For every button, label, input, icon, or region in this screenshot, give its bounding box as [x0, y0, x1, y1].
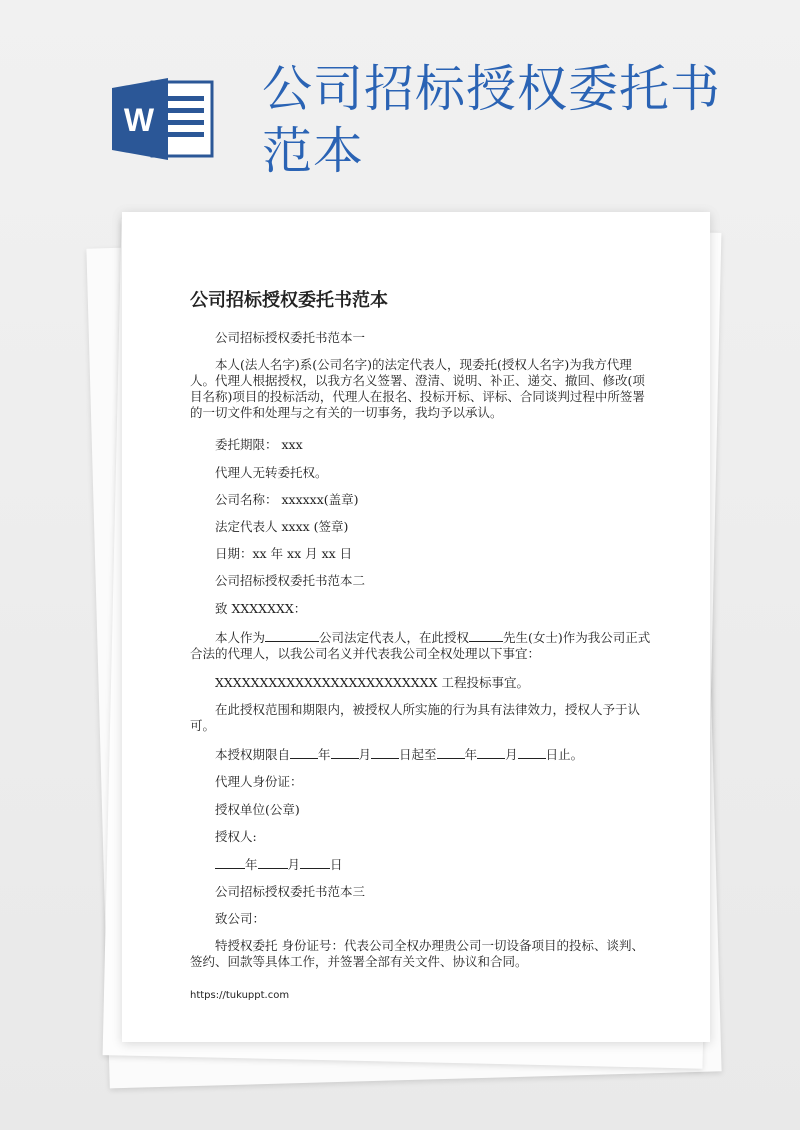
paragraph-legal-effect: 在此授权范围和期限内，被授权人所实施的行为具有法律效力，授权人予于认可。: [190, 702, 641, 733]
text-segment: 日: [330, 857, 343, 872]
blank-underline: [437, 746, 465, 759]
text-segment: 年: [245, 857, 258, 872]
line-entrust-period: 委托期限： xxx: [215, 437, 303, 452]
section-heading-2: 公司招标授权委托书范本二: [215, 573, 366, 588]
text-segment: 日止。: [545, 747, 584, 762]
line-legal-representative: 法定代表人 xxxx (签章): [215, 519, 349, 534]
blank-underline: [258, 856, 288, 869]
line-signature-date: [190, 856, 680, 873]
line-addressee: 致 XXXXXXX：: [215, 601, 307, 616]
text-segment: 公司法定代表人，在此授权: [319, 630, 470, 645]
line-addressee-3: 致公司：: [215, 911, 266, 926]
text-segment: 月: [287, 857, 301, 872]
word-logo-letter: W: [123, 102, 155, 138]
line-project-matter: XXXXXXXXXXXXXXXXXXXXXXXXX 工程投标事宜。: [215, 675, 529, 690]
blank-underline: [371, 746, 399, 759]
document-page: [122, 212, 710, 1042]
text-segment: 年: [318, 747, 331, 762]
word-logo-icon: [112, 76, 216, 162]
line-authorizing-unit: 授权单位(公章): [215, 802, 300, 817]
line-authorizer: 授权人:: [215, 829, 257, 844]
blank-underline: [331, 746, 359, 759]
blank-underline: [290, 746, 318, 759]
section-heading-1: 公司招标授权委托书范本一: [215, 330, 366, 345]
footer-url: https://tukuppt.com: [190, 990, 290, 1001]
text-segment: 年: [464, 747, 478, 762]
line-agent-id: 代理人身份证：: [215, 774, 303, 789]
blank-underline: [477, 746, 505, 759]
text-segment: 先生(女士)作为我公司正式合法的代理人，以我公司名义并代表我公司全权处理以下事宜：: [190, 630, 651, 661]
text-segment: 本授权期限自: [215, 747, 291, 762]
line-date: 日期：xx 年 xx 月 xx 日: [215, 546, 353, 561]
blank-underline: [518, 746, 546, 759]
text-segment: 日起至: [399, 747, 437, 762]
paragraph-authorization-1: 本人(法人名字)系(公司名字)的法定代表人，现委托(授权人名字)为我方代理人。代理人根据授权，以我方名义签署、澄清、说明、补正、递交、撤回、修改(项目名称)项目的投标活动，代理人在报名、投标开标、评标、合同谈判过程中所签署的一切文件和处理与之有关的一切事务，我均予以承认。: [190, 357, 645, 420]
blank-underline: [469, 629, 503, 642]
blank-underline: [265, 629, 319, 642]
blank-underline: [300, 856, 330, 869]
text-segment: 本人作为: [215, 630, 266, 645]
document-title: 公司招标授权委托书范本: [190, 290, 388, 311]
line-company-name: 公司名称： xxxxxx(盖章): [215, 492, 359, 507]
text-segment: 月: [358, 747, 372, 762]
blank-underline: [215, 856, 245, 869]
text-segment: 月: [505, 747, 518, 762]
line-authorization-period: [190, 746, 680, 763]
section-heading-3: 公司招标授权委托书范本三: [215, 884, 366, 899]
paragraph-authorization-2: [190, 629, 655, 662]
paragraph-authorization-3: 特授权委托 身份证号：代表公司全权办理贵公司一切设备项目的投标、谈判、签约、回款等具体工作，并签署全部有关文件、协议和合同。: [190, 938, 644, 969]
line-no-subdelegation: 代理人无转委托权。: [215, 465, 328, 480]
page-title: 公司招标授权委托书范本: [262, 60, 721, 180]
